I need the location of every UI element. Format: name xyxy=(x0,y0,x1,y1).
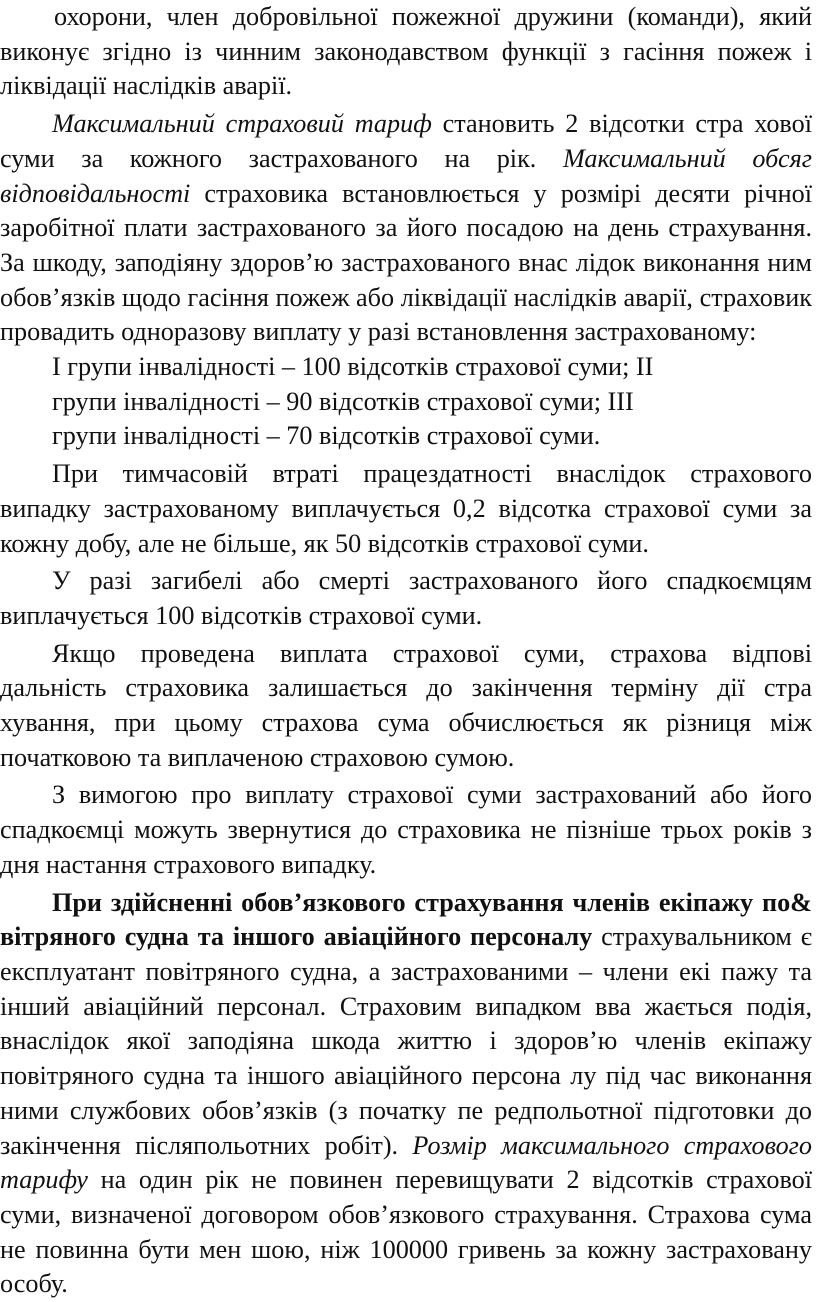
paragraph-text: на один рік не повинен перевищувати 2 відсотків страхової суми, визначеної договором обов’язкового страхування. Страхова сума не повинна бути мен шою, ніж 100000 гривень за кожну застраховану особу. xyxy=(0,1165,812,1299)
list-item: І групи інвалідності – 100 відсотків страхової суми; ІІ xyxy=(52,352,654,382)
term-max-tariff-size: Розмір максимального страхового тарифу xyxy=(0,1130,812,1195)
paragraph-remaining-liability xyxy=(0,637,812,776)
paragraph-text: З вимогою про виплату страхової суми застрахований або його спадкоємці можуть звернутися до страховика не пізніше трьох років з дня настання страхового випадку. xyxy=(0,780,812,879)
paragraph-text: страховика встановлюється у розмірі десяти річної заробітної плати застрахованого за його посадою на день страхування. За шкоду, заподіяну здоров’ю застрахованого внас лідок виконання ним обов’язків щодо гасіння пожеж або ліквідації наслідків аварії, страховик провадить одноразову виплату у разі встановлення застрахованому: xyxy=(0,178,812,347)
heading-aircrew-insurance: При здійсненні обов’язкового страхування членів екіпажу по& вітряного судна та іншого авіаційного персоналу xyxy=(0,887,812,952)
paragraph-text: Якщо проведена виплата страхової суми, страхова відпові дальність страховика залишається до закінчення терміну дії стра хування, при цьому страхова сума обчислюється як різниця між початковою та виплаченою страховою сумою. xyxy=(0,638,812,772)
paragraph-text: При тимчасовій втраті працездатності внаслідок страхового випадку застрахованому виплачується 0,2 відсотка страхової суми за кожну добу, але не більше, як 50 відсотків страхової суми. xyxy=(0,459,812,558)
term-max-tariff: Максимальний страховий тариф xyxy=(52,109,432,139)
paragraph-tariff-and-liability xyxy=(0,107,812,350)
paragraph-text: страхувальником є експлуатант повітряного судна, а застрахованими – члени екі пажу та інший авіаційний персонал. Страховим випадком вва жається подія, внаслідок якої заподіяна шкода життю і здоров’ю членів екіпажу повітряного судна та іншого авіаційного персона лу під час виконання ними службових обов’язків (з початку пе редпольотної підготовки до закінчення післяпольотних робіт). xyxy=(0,922,812,1160)
list-item: групи інвалідності – 90 відсотків страхової суми; ІІІ xyxy=(52,386,634,416)
paragraph-text: У разі загибелі або смерті застрахованого його спадкоємцям виплачується 100 відсотків страхової суми. xyxy=(0,566,812,630)
list-item: групи інвалідності – 70 відсотків страхової суми. xyxy=(52,421,601,451)
paragraph-text: охорони, член добровільної пожежної дружини (команди), який виконує згідно із чинним законодавством функції з гасіння пожеж і ліквідації наслідків аварії. xyxy=(0,2,812,101)
paragraph-text: становить 2 відсотки стра хової суми за кожного застрахованого на рік. xyxy=(0,109,812,173)
paragraph-temporary-disability xyxy=(0,457,812,561)
paragraph-fire-brigade-definition xyxy=(0,0,812,104)
disability-groups-list xyxy=(0,350,812,454)
paragraph-claim-deadline xyxy=(0,778,812,882)
paragraph-aircrew-insurance xyxy=(0,886,812,1302)
paragraph-death-payment xyxy=(0,564,812,633)
term-max-liability: Максимальний обсяг відповідальності xyxy=(0,143,812,208)
